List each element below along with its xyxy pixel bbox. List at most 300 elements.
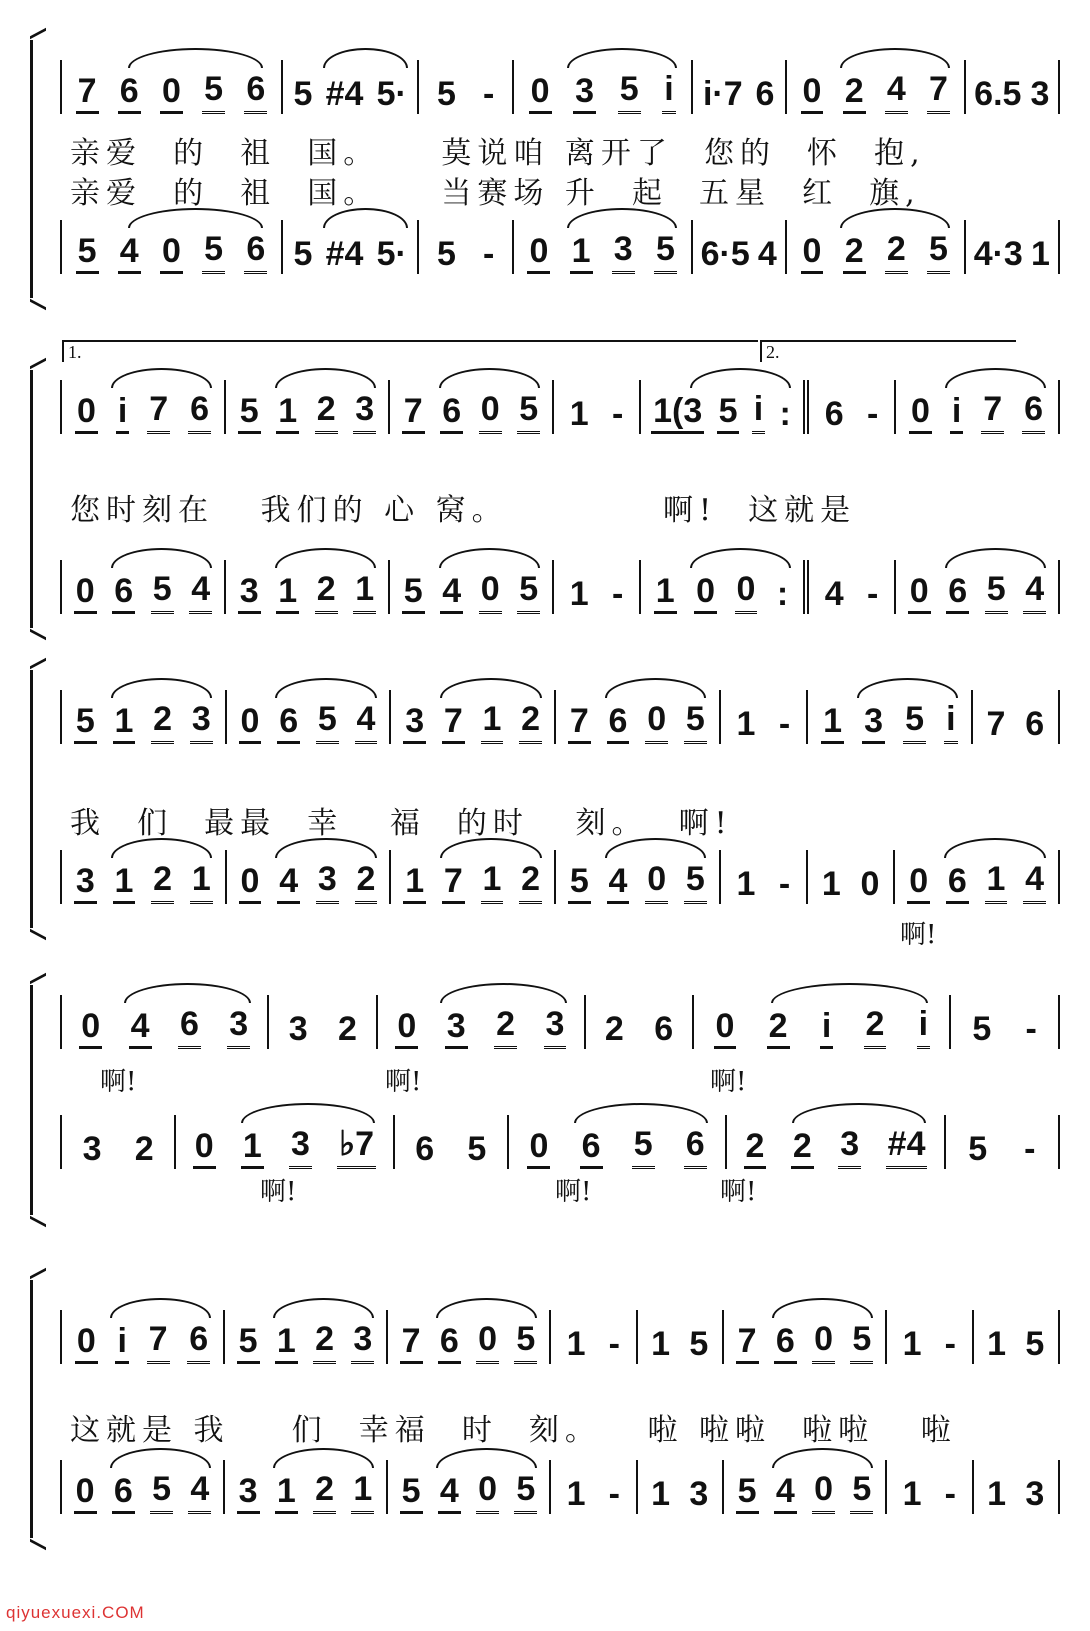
note: i·7 (702, 75, 743, 113)
note: 2 (134, 1130, 154, 1168)
measure (896, 380, 1060, 434)
measure (896, 560, 1060, 614)
slur (945, 368, 1046, 388)
slur (323, 48, 408, 68)
lyric-line-1: 亲爱 的 祖 国。 莫说咱 离开了 您的 怀 抱, (70, 136, 926, 171)
note: 2 (864, 1004, 887, 1049)
measure (176, 1115, 394, 1169)
note: 6 (178, 1004, 201, 1049)
note: 1 (821, 701, 844, 744)
measure (227, 850, 392, 904)
note: 2 (151, 699, 174, 744)
note: : (776, 575, 789, 613)
note: - (611, 395, 624, 433)
volta-1: 1. (62, 340, 758, 362)
note: 0 (645, 699, 668, 744)
note: 1 (566, 1475, 586, 1513)
measure (721, 690, 808, 744)
measure (225, 1310, 388, 1364)
slur (273, 1298, 374, 1318)
note: 7 (147, 389, 170, 434)
note: 3 (227, 1004, 250, 1049)
bottom-staff (60, 220, 1060, 274)
note: 2 (843, 231, 866, 274)
note: 6 (244, 69, 267, 114)
note: 4 (1023, 859, 1046, 904)
measure (391, 690, 556, 744)
note: 1 (569, 395, 589, 433)
slur (275, 548, 376, 568)
top-staff (60, 1310, 1060, 1364)
note: i (944, 699, 957, 744)
note: 1 (275, 1321, 298, 1364)
note: 5 (202, 229, 225, 274)
note: 1 (351, 1469, 374, 1514)
note: 2 (744, 1126, 767, 1169)
note: 1(3 (651, 391, 704, 434)
note: i (115, 1321, 128, 1364)
slur (111, 548, 212, 568)
measure (551, 1460, 638, 1514)
note: - (482, 75, 495, 113)
note: 0 (479, 569, 502, 614)
note: 3 (353, 389, 376, 434)
measure (641, 380, 809, 434)
note: 0 (714, 1006, 737, 1049)
note: 7 (147, 1319, 170, 1364)
slur (439, 368, 540, 388)
note: 1 (241, 1126, 264, 1169)
note: 5 (618, 69, 641, 114)
top-staff (60, 60, 1060, 114)
note: 4 (774, 1471, 797, 1514)
note: 6 (440, 391, 463, 434)
note: 7 (736, 1321, 759, 1364)
note: 6 (112, 571, 135, 614)
note: 6 (946, 571, 969, 614)
note: 5 (402, 571, 425, 614)
note: 5 (736, 1471, 759, 1514)
note: 1 (353, 569, 376, 614)
note: 3 (82, 1130, 102, 1168)
note: 5 (151, 569, 174, 614)
slur (436, 1448, 537, 1468)
measure (419, 220, 513, 274)
measure (727, 1115, 945, 1169)
measure (226, 560, 390, 614)
note: 6 (774, 1321, 797, 1364)
measure (638, 1310, 725, 1364)
measure (390, 380, 554, 434)
note: 6 (580, 1126, 603, 1169)
slur (945, 548, 1046, 568)
note: i (950, 391, 963, 434)
bottom-staff (60, 1460, 1060, 1514)
measure (974, 1460, 1061, 1514)
measure (514, 220, 693, 274)
note: 1 (985, 859, 1008, 904)
note: 2 (885, 229, 908, 274)
note: 4 (355, 699, 378, 744)
measure (226, 380, 390, 434)
note: 1 (570, 231, 593, 274)
note: 0 (476, 1319, 499, 1364)
system-3 (0, 670, 1090, 950)
note: 0 (75, 1321, 98, 1364)
note: 2 (313, 1319, 336, 1364)
system-brace (30, 40, 55, 298)
measure (60, 1115, 176, 1169)
note: 7 (568, 701, 591, 744)
note: 6 (277, 701, 300, 744)
note: 6 (118, 71, 141, 114)
note: 1 (569, 575, 589, 613)
slur (772, 1298, 873, 1318)
bottom-staff (60, 560, 1060, 614)
slur (690, 368, 791, 388)
measure (556, 690, 721, 744)
note: 7 (442, 701, 465, 744)
slur (840, 48, 950, 68)
note: 0 (79, 1006, 102, 1049)
note: - (1025, 1010, 1037, 1048)
note: 6 (188, 389, 211, 434)
note: 0 (160, 71, 183, 114)
measure (388, 1460, 551, 1514)
measure (694, 995, 951, 1049)
note: 0 (75, 391, 98, 434)
note: 7 (402, 391, 425, 434)
note: 5 (903, 699, 926, 744)
note: - (1024, 1130, 1036, 1168)
note: - (608, 1325, 620, 1363)
slur (275, 678, 377, 698)
measure (390, 560, 554, 614)
measure (388, 1310, 551, 1364)
note: 7 (981, 389, 1004, 434)
note: 6 (244, 229, 267, 274)
measure (887, 1310, 974, 1364)
note: i (917, 1004, 930, 1049)
note: 0 (74, 1471, 97, 1514)
note: 3 (403, 701, 426, 744)
measure (586, 995, 695, 1049)
measure (946, 1115, 1060, 1169)
note: 6 (607, 701, 630, 744)
note: 4 (885, 69, 908, 114)
slur (567, 48, 677, 68)
lyric-line-1: 这就是 我 们 幸福 时 刻。 啦 啦啦 啦啦 啦 (70, 1413, 957, 1448)
slur (440, 983, 567, 1003)
note: 7 (400, 1321, 423, 1364)
note: 5 (927, 229, 950, 274)
note: i (752, 389, 765, 434)
measure (966, 220, 1060, 274)
note: 6.5 (974, 75, 1022, 113)
note: 5 (150, 1469, 173, 1514)
system-brace (30, 1280, 55, 1538)
note: 5· (376, 235, 407, 273)
note: 1 (987, 1325, 1007, 1363)
note: 6 (112, 1471, 135, 1514)
slur (574, 1103, 708, 1123)
note: 1 (651, 1325, 671, 1363)
top-staff (60, 690, 1060, 744)
note: 5 (968, 1130, 988, 1168)
note: 6·5 (700, 235, 750, 273)
note: 4·3 (973, 235, 1023, 273)
note: 0 (860, 865, 880, 903)
slur (124, 983, 251, 1003)
note: 3 (445, 1006, 468, 1049)
note: 3 (237, 1471, 260, 1514)
note: 0 (801, 231, 824, 274)
note: 0 (801, 71, 824, 114)
note: 6 (684, 1124, 707, 1169)
slur (275, 368, 376, 388)
note: 3 (190, 699, 213, 744)
slur (273, 1448, 374, 1468)
note: 1 (736, 865, 756, 903)
note: 3 (573, 71, 596, 114)
note: 0 (812, 1469, 835, 1514)
note: 3 (316, 859, 339, 904)
measure (721, 850, 808, 904)
note: - (866, 575, 879, 613)
slur (436, 1298, 537, 1318)
measure (808, 690, 973, 744)
bottom-lyric-3: 啊! (720, 1177, 757, 1207)
measure (509, 1115, 727, 1169)
note: 1 (736, 705, 756, 743)
note: 5 (717, 391, 740, 434)
measure (283, 220, 420, 274)
note: - (608, 1475, 620, 1513)
note: 2 (494, 1004, 517, 1049)
note: 0 (193, 1126, 216, 1169)
note: 5 (684, 859, 707, 904)
note: 1 (902, 1325, 922, 1363)
note: 3 (1025, 1475, 1045, 1513)
note: 6 (824, 395, 844, 433)
note: 1 (654, 571, 677, 614)
measure (974, 1310, 1061, 1364)
measure (60, 1460, 225, 1514)
note: 3 (612, 229, 635, 274)
note: 7 (927, 69, 950, 114)
note: 2 (843, 71, 866, 114)
measure (60, 560, 226, 614)
system-brace (30, 370, 55, 628)
top-lyric-2: 啊! (385, 1067, 422, 1097)
note: 3 (544, 1004, 567, 1049)
note: 4 (277, 861, 300, 904)
bottom-lyric: 啊! (900, 920, 937, 950)
note: 1 (821, 865, 841, 903)
note: #4 (325, 75, 364, 113)
note: i (116, 391, 129, 434)
bottom-staff (60, 850, 1060, 904)
note: 1 (902, 1475, 922, 1513)
note: 7 (76, 71, 99, 114)
note: 5 (76, 231, 99, 274)
note: 1 (566, 1325, 586, 1363)
note: 1 (113, 701, 136, 744)
measure (514, 60, 693, 114)
note: 4 (438, 1471, 461, 1514)
measure (551, 1310, 638, 1364)
system-2 (0, 340, 1090, 630)
note: 2 (604, 1010, 624, 1048)
measure (693, 220, 787, 274)
measure (227, 690, 392, 744)
note: 4 (188, 1469, 211, 1514)
top-staff (60, 995, 1060, 1049)
slur (111, 368, 212, 388)
note: 0 (527, 231, 550, 274)
note: - (944, 1325, 956, 1363)
note: 5 (689, 1325, 709, 1363)
note: 3 (838, 1124, 861, 1169)
measure (724, 1460, 887, 1514)
note: 5 (850, 1469, 873, 1514)
note: 0 (476, 1469, 499, 1514)
note: 5 (985, 569, 1008, 614)
note: 5 (436, 235, 456, 273)
note: 5 (293, 235, 313, 273)
note: - (866, 395, 879, 433)
top-lyric-1: 啊! (100, 1067, 137, 1097)
note: 6 (415, 1130, 435, 1168)
slur (241, 1103, 375, 1123)
note: 6 (755, 75, 775, 113)
measure (60, 850, 227, 904)
slur (440, 678, 542, 698)
note: 1 (481, 859, 504, 904)
note: 4 (129, 1006, 152, 1049)
note: 2 (315, 569, 338, 614)
note: - (778, 705, 791, 743)
note: 0 (74, 571, 97, 614)
note: 0 (479, 389, 502, 434)
note: 5 (972, 1010, 992, 1048)
note: 3 (238, 571, 261, 614)
note: 0 (239, 861, 262, 904)
measure (641, 560, 809, 614)
measure (60, 995, 269, 1049)
measure (60, 220, 283, 274)
note: 2 (355, 859, 378, 904)
lyric-line-1: 您时刻在 我们的 心 窝。 啊! 这就是 (70, 493, 857, 528)
note: 4 (824, 575, 844, 613)
note: 1 (1030, 235, 1050, 273)
measure (554, 380, 641, 434)
system-4 (0, 975, 1090, 1225)
note: 1 (651, 1475, 671, 1513)
note: 0 (694, 571, 717, 614)
note: 1 (987, 1475, 1007, 1513)
measure (60, 380, 226, 434)
measure (887, 1460, 974, 1514)
note: 2 (338, 1010, 357, 1048)
note: 2 (767, 1006, 790, 1049)
note: 5· (376, 75, 407, 113)
slur (771, 983, 928, 1003)
note: - (944, 1475, 956, 1513)
note: 4 (189, 569, 212, 614)
note: 5 (850, 1319, 873, 1364)
volta-2: 2. (760, 340, 1016, 362)
note: 5 (632, 1124, 655, 1169)
note: 0 (160, 231, 183, 274)
measure (225, 1460, 388, 1514)
system-5 (0, 1280, 1090, 1550)
measure (60, 1310, 225, 1364)
bottom-lyric-1: 啊! (260, 1177, 297, 1207)
note: 2 (315, 389, 338, 434)
note: 0 (735, 569, 758, 614)
note: 1 (275, 1471, 298, 1514)
note: 0 (527, 1126, 550, 1169)
measure (809, 560, 896, 614)
note: 5 (238, 391, 261, 434)
note: 5 (293, 75, 313, 113)
note: 1 (276, 571, 299, 614)
note: - (611, 575, 624, 613)
slur (772, 1448, 873, 1468)
measure (60, 690, 227, 744)
note: 5 (74, 701, 97, 744)
note: 6 (946, 861, 969, 904)
measure (378, 995, 585, 1049)
note: 0 (908, 571, 931, 614)
measure (554, 560, 641, 614)
slur (110, 1298, 211, 1318)
note: 1 (190, 859, 213, 904)
note: 5 (514, 1469, 537, 1514)
note: 5 (237, 1321, 260, 1364)
note: 2 (519, 859, 542, 904)
note: 0 (239, 701, 262, 744)
top-staff (60, 380, 1060, 434)
note: 0 (812, 1319, 835, 1364)
system-1 (0, 40, 1090, 300)
lyric-line-1: 我 们 最最 幸 福 的时 刻。 啊! (70, 806, 733, 841)
note: : (779, 395, 791, 433)
note: 4 (757, 235, 777, 273)
note: i (820, 1006, 833, 1049)
note: 5 (316, 699, 339, 744)
note: 0 (645, 859, 668, 904)
note: 6 (1022, 389, 1045, 434)
measure (808, 850, 895, 904)
note: 6 (187, 1319, 210, 1364)
note: - (778, 865, 791, 903)
top-lyric-3: 啊! (710, 1067, 747, 1097)
measure (419, 60, 513, 114)
measure (269, 995, 378, 1049)
note: 4 (607, 861, 630, 904)
system-brace (30, 670, 55, 928)
note: 3 (289, 1124, 312, 1169)
measure (283, 60, 420, 114)
note: 7 (442, 861, 465, 904)
measure (951, 995, 1060, 1049)
measure (391, 850, 556, 904)
note: 4 (440, 571, 463, 614)
measure (973, 690, 1060, 744)
measure (787, 220, 966, 274)
